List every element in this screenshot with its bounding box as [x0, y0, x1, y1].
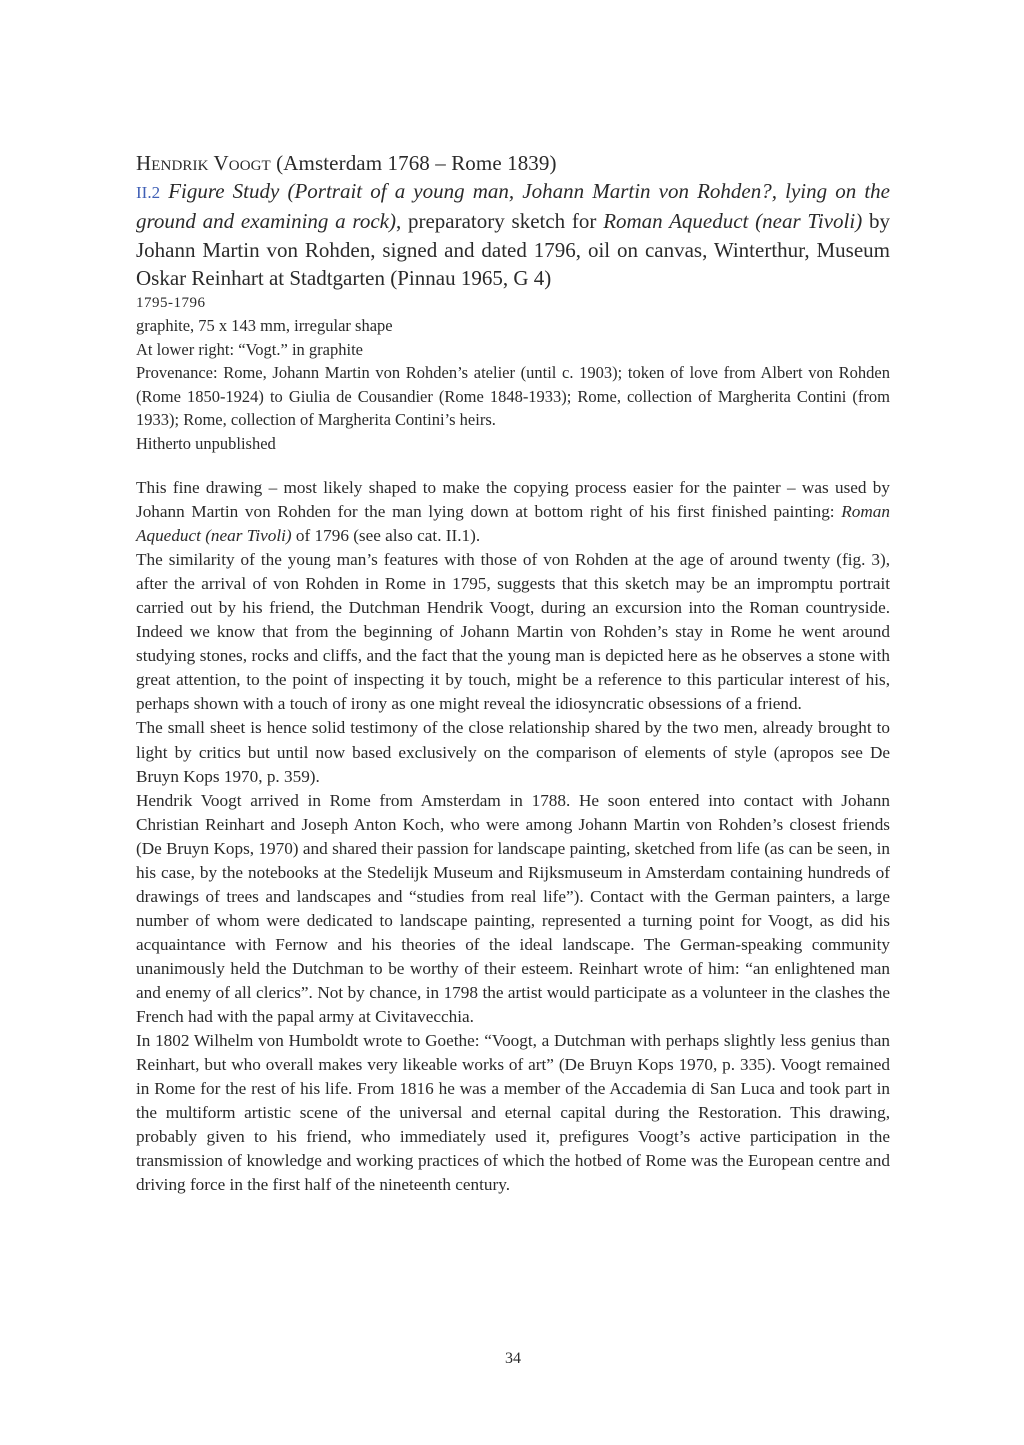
paragraph-5: In 1802 Wilhelm von Humboldt wrote to Goethe: “Voogt, a Dutchman with perhaps slightly less genius than Reinhart, but who overall makes very likeable works of art” (De Bruyn Kops 1970, p. 335). Voogt remained in Rome for the rest of his life. From 1816 he was a member of the Accademia di San Luca and took part in the multiform artistic scene of the universal and eternal capital during the Restoration. This drawing, probably given to his friend, who immediately used it, prefigures Voogt’s active participation in the transmission of knowledge and working practices of which the hotbed of Rome was the European centre and driving force in the first half of the nineteenth century.	[136, 1031, 890, 1195]
entry-text-2: by Johann Martin von Rohden, signed and dated 1796, oil on canvas, Winterthur, Museum Oskar Reinhart at Stadtgarten (Pinnau 1965, G 4)	[136, 209, 890, 290]
inscription: At lower right: “Vogt.” in graphite	[136, 339, 363, 359]
paragraph-1	[136, 476, 890, 548]
literature: Hitherto unpublished	[136, 433, 276, 453]
paragraph-4: Hendrik Voogt arrived in Rome from Amsterdam in 1788. He soon entered into contact with Johann Christian Reinhart and Joseph Anton Koch, who were among Johann Martin von Rohden’s closest friends (De Bruyn Kops, 1970) and shared their passion for landscape painting, sketched from life (as can be seen, in his case, by the notebooks at the Stedelijk Museum and Rijksmuseum in Amsterdam containing hundreds of drawings of trees and landscapes and “studies from real life”). Contact with the German painters, a large number of whom were dedicated to landscape painting, represented a turning point for Voogt, as did his acquaintance with Fernow and his theories of the ideal landscape. The German-speaking community unanimously held the Dutchman to be worthy of their esteem. Reinhart wrote of him: “an enlightened man and enemy of all clerics”. Not by chance, in 1798 the artist would participate as a volunteer in the clashes the French had with the papal army at Civitavecchia.	[136, 790, 890, 1027]
artist-dates: (Amsterdam 1768 – Rome 1839)	[270, 151, 557, 175]
catalogue-number: II.2	[136, 183, 161, 202]
artist-name: Hendrik Voogt	[136, 151, 271, 175]
entry-text-1: , preparatory sketch for	[395, 209, 604, 234]
essay-body	[136, 476, 890, 1197]
page-number: 34	[505, 1350, 521, 1367]
provenance: Provenance: Rome, Johann Martin von Rohden’s atelier (until c. 1903); token of love from Albert von Rohden (Rome 1850-1924) to Giulia de Cousandier (Rome 1848-1933); Rome, collection of Margherita Contini (from 1933); Rome, collection of Margherita Contini’s heirs.	[136, 363, 890, 430]
artist-heading	[136, 149, 890, 177]
work-date: 1795-1796	[136, 295, 206, 311]
paragraph-1-text-b: of 1796 (see also cat. II.1).	[291, 526, 481, 546]
paragraph-1-text-a: This fine drawing – most likely shaped to make the copying process easier for the painter – was used by Johann Martin von Rohden for the man lying down at bottom right of his first finished painting:	[136, 478, 890, 522]
paragraph-1-painting-title: Roman Aqueduct (near Tivoli)	[136, 502, 890, 546]
painting-title: Roman Aqueduct (near Tivoli)	[603, 209, 863, 234]
paragraph-2: The similarity of the young man’s features with those of von Rohden at the age of around twenty (fig. 3), after the arrival of von Rohden in Rome in 1795, suggests that this sketch may be an impromptu portrait carried out by his friend, the Dutchman Hendrik Voogt, during an excursion into the Roman countryside. Indeed we know that from the beginning of Johann Martin von Rohden’s stay in Rome he went around studying stones, rocks and cliffs, and the fact that the young man is depicted here as he observes a stone with great attention, to the point of inspecting it by touch, might be a reference to this particular interest of his, perhaps shown with a touch of irony as one might reveal the idiosyncratic obsessions of a friend.	[136, 550, 890, 714]
work-title: Figure Study (Portrait of a young man, Johann Martin von Rohden?, lying on the ground and examining a rock)	[136, 179, 890, 234]
catalogue-entry-title	[136, 177, 890, 292]
paragraph-3: The small sheet is hence solid testimony of the close relationship shared by the two men, already brought to light by critics but until now based exclusively on the comparison of elements of style (apropos see De Bruyn Kops 1970, p. 359).	[136, 718, 890, 786]
catalogue-metadata	[136, 314, 890, 456]
medium-dimensions: graphite, 75 x 143 mm, irregular shape	[136, 316, 393, 335]
